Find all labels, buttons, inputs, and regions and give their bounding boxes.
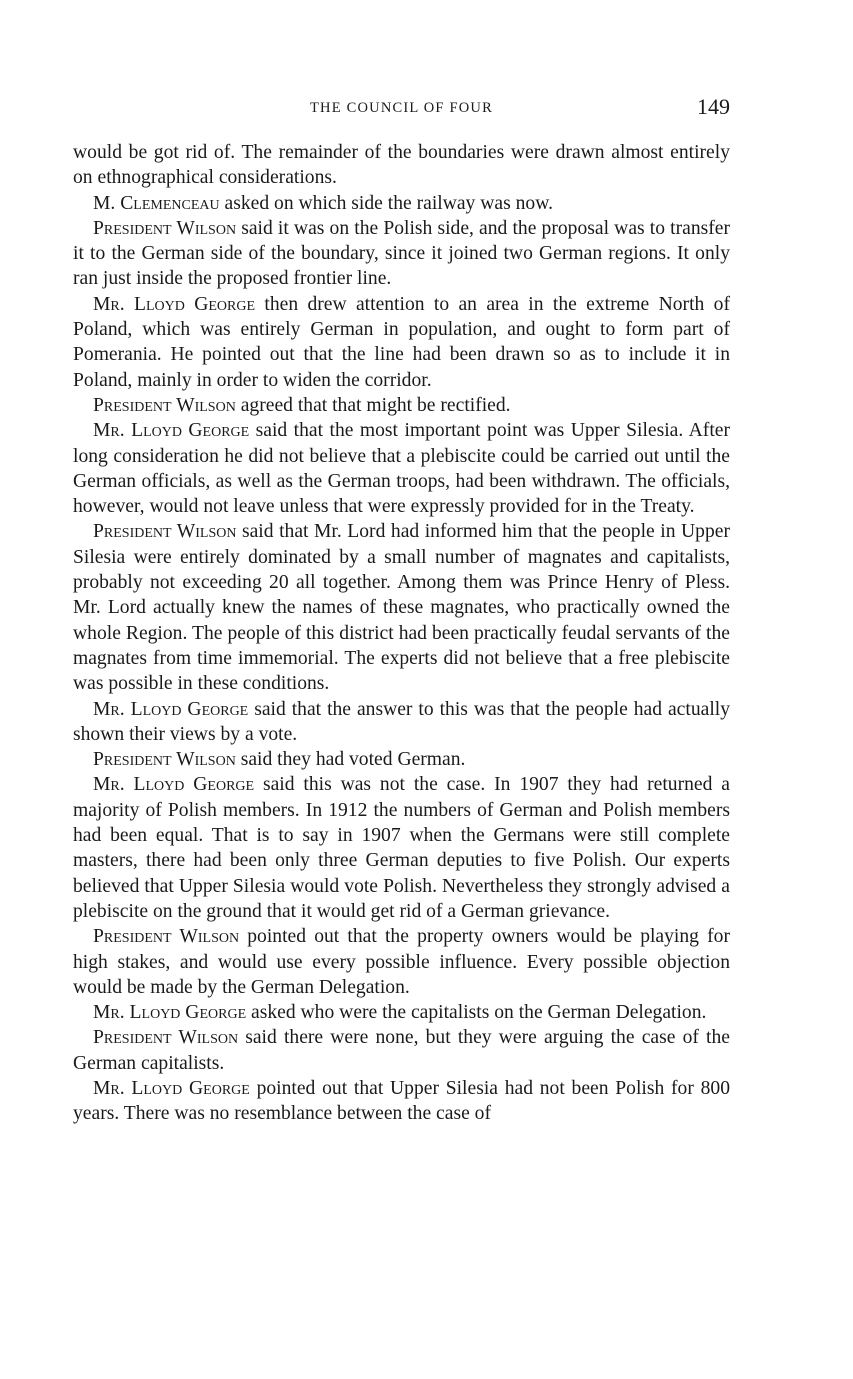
paragraph <box>73 1025 730 1076</box>
speaker-name: Mr. Lloyd George <box>93 774 255 796</box>
paragraph-text: pointed out that Upper Silesia had not been Polish for 800 years. There was no resemblance between the case of <box>73 1077 731 1125</box>
speaker-name: Mr. Lloyd George <box>93 698 249 720</box>
speaker-name: President Wilson <box>93 394 236 416</box>
paragraph <box>73 747 730 772</box>
paragraph <box>73 216 730 292</box>
paragraph-text: said that the most important point was Upper Silesia. After long consideration he did not believe that a plebiscite could be carried out until the German officials, as well as the German troops, had been withdrawn. The officials, however, would not leave unless that were expressly provided for in the Treaty. <box>73 420 730 518</box>
paragraph <box>73 697 730 748</box>
speaker-name: Mr. Lloyd George <box>93 1077 250 1099</box>
paragraph-text: said there were none, but they were arguing the case of the German capitalists. <box>73 1027 730 1074</box>
paragraph <box>73 519 730 696</box>
paragraph <box>73 772 730 924</box>
paragraph-text: would be got rid of. The remainder of the boundaries were drawn almost entirely on ethnographical considerations. <box>73 142 730 189</box>
paragraph-text: said this was not the case. In 1907 they had returned a majority of Polish members. In 1912 the numbers of German and Polish members had been equal. That is to say in 1907 when the Germans were still complete masters, there had been only three German deputies to five Polish. Our experts believed that Upper Silesia would vote Polish. Nevertheless they strongly advised a plebiscite on the ground that it would get rid of a German grievance. <box>73 774 730 922</box>
speaker-name: Mr. Lloyd George <box>93 1002 247 1024</box>
running-head <box>73 94 730 124</box>
paragraph-text: said that the answer to this was that the people had actually shown their views by a vote. <box>73 698 730 745</box>
paragraph-text: said that Mr. Lord had informed him that the people in Upper Silesia were entirely dominated by a small number of magnates and capitalists, probably not exceeding 20 all together. Among them was Prince Henry of Pless. Mr. Lord actually knew the names of these magnates, who practically owned the whole Region. The people of this district had been practically feudal servants of the magnates from time immemorial. The experts did not believe that a free plebiscite was possible in these conditions. <box>73 521 730 695</box>
speaker-name: President Wilson <box>93 521 237 543</box>
speaker-name: President Wilson <box>93 749 236 771</box>
paragraph-text: asked who were the capitalists on the German Delegation. <box>246 1002 707 1024</box>
paragraph-text: then drew attention to an area in the extreme North of Poland, which was entirely German in population, and ought to form part of Pomerania. He pointed out that the line had been drawn so as to include it in Poland, mainly in order to widen the corridor. <box>73 293 730 391</box>
body-text <box>73 140 730 1127</box>
paragraph-text: agreed that that might be rectified. <box>235 394 511 416</box>
paragraph-text: asked on which side the railway was now. <box>219 192 553 214</box>
speaker-name: President Wilson <box>93 1027 239 1049</box>
page-number: 149 <box>697 94 730 119</box>
paragraph <box>73 418 730 519</box>
paragraph <box>73 140 730 191</box>
speaker-name: President Wilson <box>93 217 237 239</box>
speaker-name: Mr. Lloyd George <box>93 420 250 442</box>
speaker-name: M. Clemenceau <box>93 192 220 214</box>
paragraph-text: said it was on the Polish side, and the proposal was to transfer it to the German side of the boundary, since it joined two German regions. It only ran just inside the proposed frontier line. <box>73 217 730 290</box>
paragraph-text: said they had voted German. <box>235 749 466 771</box>
paragraph <box>73 924 730 1000</box>
speaker-name: Mr. Lloyd George <box>93 293 256 315</box>
paragraph <box>73 1076 730 1127</box>
paragraph-text: pointed out that the property owners would be playing for high stakes, and would use every possible influence. Every possible objection would be made by the German Delegation. <box>73 926 730 998</box>
paragraph <box>73 191 730 216</box>
running-title: THE COUNCIL OF FOUR <box>310 100 493 116</box>
paragraph <box>73 1000 730 1025</box>
paragraph <box>73 393 730 418</box>
paragraph <box>73 292 730 393</box>
speaker-name: President Wilson <box>93 926 240 948</box>
